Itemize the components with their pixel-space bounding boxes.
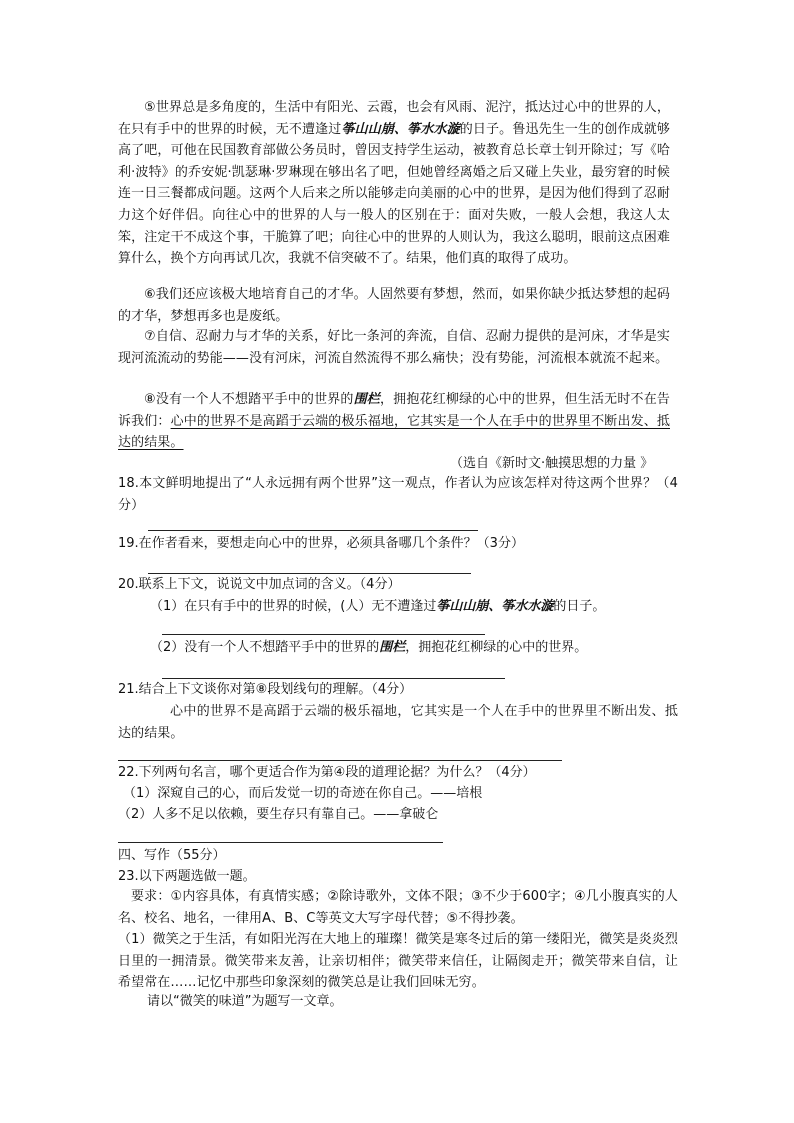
question-23-requirements: 要求：①内容具体，有真情实感；②除诗歌外，文体不限；③不少于600字；④几小腹真实的人名、校名、地名，一律用A、B、C等英文大写字母代替；⑤不得抄袭。 bbox=[118, 889, 678, 926]
question-23-option-1: （1）微笑之于生活，有如阳光泻在大地上的璀璨！微笑是寒冬过后的第一缕阳光，微笑是炎炎烈日里的一拥清景。微笑带来友善，让亲切相伴；微笑带来信任，让隔阂走开；微笑带来自信，让希望常在……记忆中那些印象深刻的微笑总是让我们回味无穷。 bbox=[118, 932, 678, 991]
answer-line-20-2[interactable] bbox=[162, 678, 505, 679]
answer-line-19[interactable] bbox=[148, 573, 471, 574]
paragraph-6: ⑥我们还应该极大地培育自己的才华。人固然要有梦想，然而，如果你缺少抵达梦想的起码的才华，梦想再多也是废纸。 bbox=[118, 287, 670, 324]
paragraph-8-text-a: ⑧没有一个人不想踏平手中的世界的 bbox=[144, 392, 354, 407]
question-18: 18.本文鲜明地提出了“人永远拥有两个世界”这一观点，作者认为应该怎样对待这两个世界？（4分） bbox=[118, 476, 678, 513]
underlined-sentence: 心中的世界不是高蹈于云端的极乐福地，它其实是一个人在手中的世界里不断出发、抵达的结果。 bbox=[118, 413, 670, 451]
question-21-title: 21.结合上下文谈你对第⑧段划线句的理解。（4分） bbox=[118, 682, 413, 697]
section-4-heading: 四、写作（55分） bbox=[118, 848, 226, 863]
emphasized-phrase: 筝山山崩、筝水水漩 bbox=[341, 121, 460, 137]
paragraph-5-text-a: ⑤世界总是多角度的，生活中有阳光、云霞，也会有风雨、泥泞，抵达过心中的世界的人，在只有手中的世界的时候，无不遭逢过 bbox=[118, 100, 670, 137]
paragraph-8-text-b: ，拥抱花红柳绿的心中的世界，但生活无时不在告诉我们： bbox=[118, 392, 670, 429]
question-22-title: 22.下列两句名言，哪个更适合作为第④段的道理论据？为什么？（4分） bbox=[118, 765, 536, 780]
question-22-option-2: （2）人多不足以依赖，要生存只有靠自己。——拿破仑 bbox=[118, 807, 439, 822]
q20-item-2-text-b: ，拥抱花红柳绿的心中的世界。 bbox=[405, 640, 588, 655]
emphasized-word: 围栏 bbox=[353, 392, 380, 407]
q20-item-1-emphasis: 筝山山崩、筝水水漩 bbox=[436, 599, 554, 614]
q20-item-2-emphasis: 围栏 bbox=[379, 640, 406, 655]
question-20-item-1 bbox=[150, 597, 710, 617]
answer-line-22[interactable] bbox=[118, 842, 443, 843]
paragraph-5 bbox=[118, 97, 670, 270]
question-21-quote: 心中的世界不是高蹈于云端的极乐福地，它其实是一个人在手中的世界里不断出发、抵达的结果。 bbox=[118, 704, 678, 741]
question-20-item-2 bbox=[150, 638, 710, 658]
paragraph-5-text-b: 的日子。鲁迅先生一生的创作成就够高了吧，可他在民国教育部做公务员时，曾因支持学生运动，被教育总长章士钊开除过；写《哈利·波特》的乔安妮·凯瑟琳·罗琳现在够出名了吧，但她曾经离婚之后又碰上失业，最穷窘的时候连一日三餐都成问题。这两个人后来之所以能够走向美丽的心中的世界，是因为他们得到了忍耐力这个好伴侣。向往心中的世界的人与一般人的区别在于：面对失败，一般人会想，我这人太笨，注定干不成这个事，干脆算了吧；向往心中的世界的人则认为，我这么聪明，眼前这点困难算什么，换个方向再试几次，我就不信突破不了。结果，他们真的取得了成功。 bbox=[118, 121, 671, 267]
question-22-option-1: （1）深窥自己的心，而后发觉一切的奇迹在你自己。——培根 bbox=[123, 786, 483, 801]
answer-line-18[interactable] bbox=[148, 530, 478, 531]
source-citation: （选自《新时文·触摸思想的力量 》 bbox=[450, 456, 654, 471]
question-23-title: 23.以下两题选做一题。 bbox=[118, 869, 256, 884]
question-23-prompt: 请以“微笑的味道”为题写一文章。 bbox=[147, 994, 343, 1009]
paragraph-8 bbox=[118, 389, 670, 454]
q20-item-1-text-b: 的日子。 bbox=[553, 599, 606, 614]
answer-line-21[interactable] bbox=[118, 760, 562, 761]
question-20-title: 20.联系上下文，说说文中加点词的含义。（4分） bbox=[118, 577, 401, 592]
q20-item-2-text-a: （2）没有一个人不想踏平手中的世界的 bbox=[150, 640, 380, 655]
paragraph-7: ⑦自信、忍耐力与才华的关系，好比一条河的奔流，自信、忍耐力提供的是河床，才华是实现河流流动的势能——没有河床，河流自然流得不那么痛快；没有势能，河流根本就流不起来。 bbox=[118, 329, 670, 366]
question-19: 19.在作者看来，要想走向心中的世界，必须具备哪几个条件？（3分） bbox=[118, 536, 524, 551]
answer-line-20-1[interactable] bbox=[162, 634, 485, 635]
q20-item-1-text-a: （1）在只有手中的世界的时候，(人）无不遭逢过 bbox=[150, 599, 437, 614]
